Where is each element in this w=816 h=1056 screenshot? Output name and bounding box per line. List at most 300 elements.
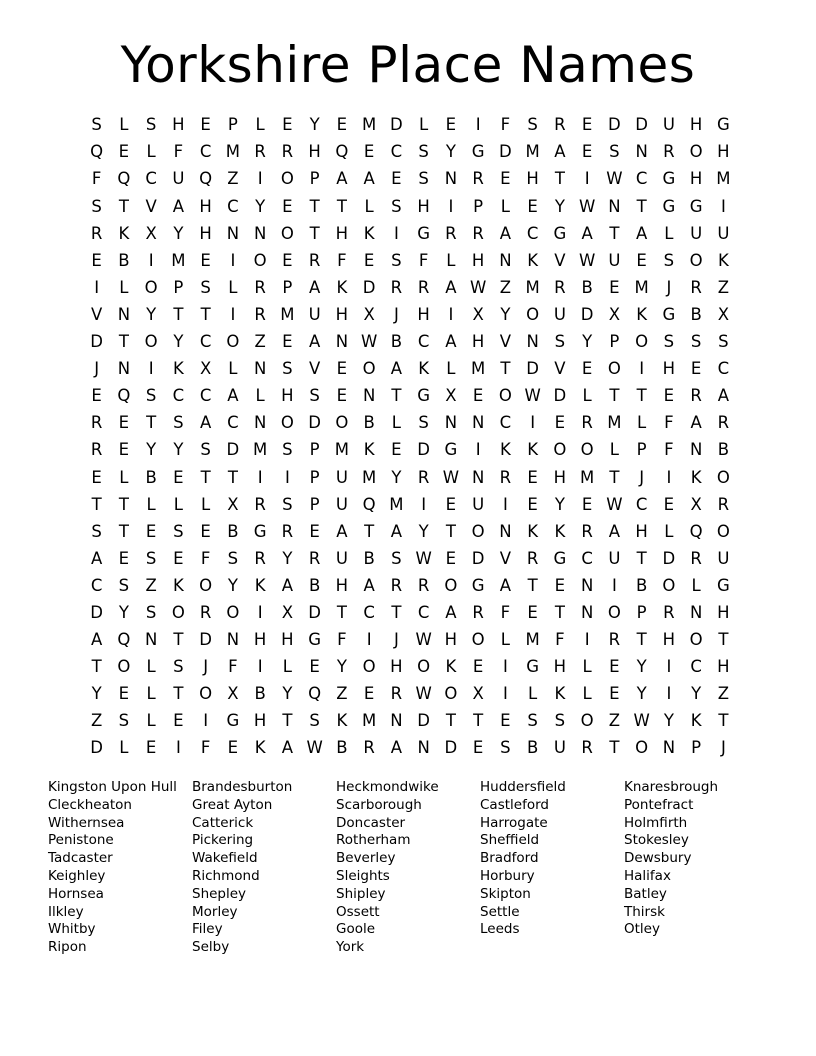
grid-letter: L — [582, 386, 592, 406]
grid-letter: Z — [254, 332, 266, 352]
grid-letter: O — [171, 602, 185, 622]
grid-letter: Y — [636, 657, 647, 677]
grid-letter: C — [227, 413, 239, 433]
grid-letter: O — [199, 575, 213, 595]
grid-letter: Z — [717, 277, 730, 297]
grid-letter: D — [362, 277, 376, 297]
grid-letter: M — [525, 277, 540, 297]
grid-letter: U — [662, 115, 675, 135]
word-list-item: Holmfirth — [624, 814, 688, 831]
grid-letter: R — [90, 413, 103, 433]
word-list-item: Withernsea — [48, 814, 125, 831]
grid-letter: O — [635, 738, 649, 758]
grid-letter: R — [608, 630, 621, 650]
grid-letter: F — [91, 169, 102, 189]
grid-letter: E — [636, 250, 647, 270]
grid-letter: N — [117, 359, 131, 379]
grid-letter: O — [498, 386, 512, 406]
grid-letter: E — [91, 386, 102, 406]
grid-letter: Y — [255, 196, 266, 216]
grid-letter: H — [526, 169, 539, 189]
grid-letter: S — [609, 142, 620, 162]
grid-letter: X — [199, 359, 212, 379]
grid-letter: S — [309, 711, 320, 731]
grid-letter: T — [364, 521, 375, 541]
grid-letter: H — [199, 196, 212, 216]
grid-letter: D — [526, 359, 539, 379]
grid-letter: E — [118, 548, 130, 568]
grid-letter: N — [253, 413, 267, 433]
word-list-item: Heckmondwike — [336, 779, 439, 795]
grid-letter: E — [309, 657, 320, 677]
grid-letter: T — [445, 521, 456, 541]
grid-letter: S — [200, 277, 211, 297]
grid-letter: M — [362, 115, 377, 135]
grid-letter: L — [146, 142, 156, 162]
word-list-item: Ripon — [48, 939, 87, 956]
grid-letter: H — [689, 169, 703, 189]
grid-letter: T — [336, 196, 347, 216]
grid-letter: D — [308, 602, 321, 622]
grid-letter: A — [172, 196, 185, 216]
grid-letter: M — [253, 440, 268, 460]
grid-letter: R — [417, 575, 430, 595]
grid-letter: E — [145, 738, 157, 758]
grid-letter: F — [500, 602, 511, 622]
grid-letter: S — [554, 711, 566, 731]
grid-letter: E — [173, 548, 184, 568]
grid-letter: O — [362, 359, 376, 379]
grid-letter: K — [717, 250, 729, 270]
grid-letter: F — [228, 657, 238, 677]
grid-letter: E — [118, 413, 130, 433]
grid-letter: R — [363, 738, 375, 758]
grid-letter: T — [500, 359, 511, 379]
grid-letter: N — [362, 386, 376, 406]
grid-letter: X — [227, 684, 239, 704]
word-list-item: Thirsk — [624, 903, 665, 920]
grid-letter: R — [472, 223, 484, 243]
grid-letter: S — [145, 548, 157, 568]
grid-letter: K — [172, 359, 184, 379]
grid-letter: S — [282, 359, 293, 379]
grid-letter: S — [663, 332, 675, 352]
grid-letter: H — [281, 386, 294, 406]
grid-letter: T — [91, 494, 102, 514]
word-list-item: Scarborough — [336, 796, 422, 813]
word-list-column — [48, 779, 192, 957]
grid-letter: Z — [90, 711, 103, 731]
grid-letter: F — [200, 738, 211, 758]
grid-letter: H — [172, 115, 185, 135]
grid-letter: F — [337, 630, 347, 650]
grid-letter: X — [445, 386, 457, 406]
grid-letter: F — [555, 630, 565, 650]
grid-letter: G — [226, 711, 240, 731]
grid-letter: B — [336, 738, 348, 758]
grid-letter: R — [390, 277, 403, 297]
grid-letter: E — [363, 142, 375, 162]
grid-letter: Q — [199, 169, 213, 189]
grid-letter: A — [445, 602, 457, 622]
grid-letter: O — [580, 440, 594, 460]
grid-letter: H — [253, 711, 267, 731]
grid-letter: T — [309, 223, 320, 243]
grid-letter: H — [444, 630, 458, 650]
grid-letter: K — [118, 223, 130, 243]
grid-letter: K — [527, 440, 539, 460]
grid-letter: J — [639, 467, 645, 487]
grid-letter: Z — [608, 711, 621, 731]
grid-letter: I — [475, 115, 481, 135]
word-list-item: Dewsbury — [624, 850, 692, 867]
grid-letter: T — [636, 196, 647, 216]
grid-letter: A — [199, 413, 212, 433]
grid-letter: M — [225, 142, 240, 162]
grid-letter: I — [148, 250, 154, 270]
grid-letter: A — [445, 277, 457, 297]
grid-letter: E — [472, 657, 484, 677]
grid-letter: O — [280, 413, 294, 433]
grid-letter: T — [554, 169, 565, 189]
grid-letter: R — [281, 142, 294, 162]
grid-letter: Y — [445, 142, 456, 162]
grid-letter: P — [473, 196, 484, 216]
grid-letter: K — [527, 250, 539, 270]
grid-letter: W — [578, 250, 596, 270]
grid-letter: P — [691, 738, 702, 758]
grid-letter: F — [500, 115, 511, 135]
grid-letter: T — [118, 196, 129, 216]
grid-letter: O — [444, 684, 458, 704]
grid-letter: G — [716, 115, 730, 135]
grid-letter: O — [526, 304, 540, 324]
word-list-item: Cleckheaton — [48, 796, 132, 813]
grid-letter: Y — [282, 548, 293, 568]
grid-letter: Y — [582, 332, 593, 352]
word-list-item: Filey — [192, 921, 223, 938]
grid-letter: T — [118, 521, 129, 541]
grid-letter: L — [282, 657, 292, 677]
grid-letter: Y — [146, 440, 157, 460]
grid-letter: S — [418, 169, 429, 189]
grid-letter: U — [335, 467, 348, 487]
grid-letter: G — [526, 657, 540, 677]
grid-letter: R — [581, 521, 593, 541]
grid-letter: O — [199, 684, 213, 704]
grid-letter: C — [417, 602, 430, 622]
grid-letter: K — [254, 738, 266, 758]
grid-letter: E — [527, 602, 538, 622]
grid-letter: R — [417, 277, 430, 297]
grid-letter: T — [118, 494, 129, 514]
grid-letter: E — [500, 711, 511, 731]
grid-letter: L — [119, 115, 129, 135]
grid-letter: O — [716, 521, 730, 541]
grid-letter: U — [308, 304, 321, 324]
grid-letter: M — [471, 359, 486, 379]
grid-letter: G — [662, 169, 676, 189]
grid-letter: E — [391, 169, 402, 189]
grid-letter: U — [608, 548, 621, 568]
grid-letter: E — [145, 521, 157, 541]
word-list-item: Richmond — [192, 867, 260, 884]
grid-letter: T — [227, 467, 238, 487]
grid-letter: C — [199, 142, 212, 162]
grid-letter: N — [253, 359, 267, 379]
grid-letter: N — [689, 440, 703, 460]
grid-letter: E — [336, 115, 348, 135]
grid-letter: E — [554, 413, 566, 433]
grid-letter: X — [472, 684, 484, 704]
grid-letter: S — [391, 196, 402, 216]
grid-letter: M — [362, 711, 377, 731]
grid-letter: L — [500, 196, 510, 216]
grid-letter: T — [527, 575, 538, 595]
grid-letter: E — [391, 440, 402, 460]
grid-letter: P — [309, 467, 320, 487]
grid-letter: S — [145, 602, 157, 622]
grid-letter: E — [282, 332, 293, 352]
grid-letter: U — [335, 494, 348, 514]
grid-letter: A — [499, 223, 512, 243]
grid-letter: I — [230, 250, 236, 270]
grid-letter: V — [308, 359, 321, 379]
grid-letter: X — [281, 602, 294, 622]
grid-letter: R — [663, 602, 675, 622]
word-list-item: Castleford — [480, 796, 549, 813]
grid-letter: E — [227, 738, 239, 758]
grid-letter: D — [390, 115, 403, 135]
grid-letter: K — [636, 304, 648, 324]
word-list-column — [192, 779, 336, 957]
grid-letter: T — [445, 711, 456, 731]
grid-letter: E — [336, 359, 348, 379]
grid-letter: P — [227, 115, 238, 135]
grid-letter: V — [554, 250, 566, 270]
grid-letter: O — [417, 657, 431, 677]
grid-letter: L — [255, 386, 265, 406]
grid-letter: I — [584, 169, 590, 189]
grid-letter: E — [527, 494, 538, 514]
grid-letter: L — [146, 711, 156, 731]
grid-letter: H — [662, 359, 676, 379]
grid-letter: I — [666, 684, 672, 704]
grid-letter: R — [690, 548, 702, 568]
grid-letter: F — [173, 142, 184, 162]
grid-letter: H — [308, 142, 321, 162]
grid-letter: S — [91, 521, 102, 541]
grid-letter: U — [553, 738, 566, 758]
grid-letter: W — [442, 467, 460, 487]
grid-letter: I — [257, 657, 263, 677]
grid-letter: E — [609, 684, 620, 704]
grid-letter: A — [499, 575, 512, 595]
grid-letter: D — [90, 738, 103, 758]
grid-letter: K — [554, 521, 566, 541]
grid-letter: M — [634, 277, 649, 297]
grid-letter: S — [91, 196, 102, 216]
grid-letter: N — [117, 304, 131, 324]
grid-letter: I — [257, 602, 263, 622]
grid-letter: W — [524, 386, 541, 406]
grid-letter: T — [173, 304, 184, 324]
grid-letter: B — [254, 684, 266, 704]
grid-letter: K — [418, 359, 430, 379]
grid-letter: E — [282, 115, 293, 135]
grid-letter: Y — [173, 332, 184, 352]
grid-letter: K — [554, 684, 566, 704]
grid-letter: Z — [336, 684, 348, 704]
grid-letter: S — [200, 440, 211, 460]
grid-letter: R — [554, 277, 566, 297]
grid-letter: Q — [117, 169, 131, 189]
grid-letter: D — [417, 440, 430, 460]
grid-letter: M — [607, 413, 622, 433]
grid-letter: S — [282, 494, 293, 514]
word-list-item: Rotherham — [336, 832, 411, 849]
grid-letter: O — [689, 630, 703, 650]
grid-letter: C — [172, 386, 185, 406]
grid-letter: V — [499, 548, 512, 568]
grid-letter: E — [336, 386, 348, 406]
grid-letter: L — [119, 467, 129, 487]
grid-letter: F — [664, 413, 674, 433]
grid-letter: H — [717, 142, 730, 162]
grid-letter: Y — [282, 684, 293, 704]
grid-letter: O — [607, 359, 621, 379]
grid-letter: L — [528, 684, 538, 704]
grid-letter: I — [448, 304, 454, 324]
grid-letter: A — [363, 169, 375, 189]
grid-letter: D — [199, 630, 212, 650]
grid-letter: A — [281, 738, 294, 758]
grid-letter: L — [228, 277, 238, 297]
grid-letter: M — [525, 142, 540, 162]
grid-letter: S — [173, 521, 184, 541]
word-list-item: Doncaster — [336, 814, 406, 831]
grid-letter: E — [445, 115, 457, 135]
grid-letter: J — [203, 657, 209, 677]
grid-letter: D — [580, 304, 594, 324]
grid-letter: I — [421, 494, 427, 514]
grid-letter: H — [553, 467, 567, 487]
grid-letter: A — [608, 521, 621, 541]
page-title: Yorkshire Place Names — [120, 36, 696, 94]
grid-letter: S — [309, 386, 320, 406]
grid-letter: I — [475, 440, 481, 460]
word-list-item: Stokesley — [624, 832, 689, 849]
grid-letter: R — [581, 738, 593, 758]
grid-letter: C — [145, 169, 157, 189]
grid-letter: B — [145, 467, 157, 487]
word-list-item: Ossett — [336, 903, 380, 920]
grid-letter: S — [391, 548, 402, 568]
grid-letter: T — [636, 548, 647, 568]
grid-letter: E — [554, 575, 566, 595]
grid-letter: V — [554, 359, 566, 379]
grid-letter: A — [227, 386, 239, 406]
grid-letter: S — [173, 657, 184, 677]
grid-letter: R — [90, 223, 103, 243]
grid-letter: A — [554, 142, 566, 162]
word-list-item: Leeds — [480, 921, 520, 938]
grid-letter: P — [636, 440, 647, 460]
grid-letter: L — [609, 440, 619, 460]
grid-letter: Z — [499, 277, 512, 297]
grid-letter: P — [282, 277, 293, 297]
grid-letter: I — [284, 467, 290, 487]
grid-letter: E — [200, 521, 211, 541]
grid-letter: M — [389, 494, 404, 514]
grid-letter: D — [417, 711, 430, 731]
grid-letter: Y — [91, 684, 102, 704]
grid-letter: Y — [227, 575, 238, 595]
grid-letter: M — [334, 440, 349, 460]
grid-letter: U — [335, 548, 348, 568]
grid-letter: A — [390, 521, 403, 541]
grid-letter: K — [499, 440, 511, 460]
grid-letter: G — [308, 630, 322, 650]
grid-letter: H — [553, 657, 567, 677]
grid-letter: I — [230, 304, 236, 324]
grid-letter: Q — [335, 142, 349, 162]
grid-letter: F — [337, 250, 347, 270]
grid-letter: D — [90, 332, 103, 352]
grid-letter: H — [717, 657, 730, 677]
grid-letter: O — [280, 223, 294, 243]
grid-letter: S — [500, 738, 511, 758]
word-list-item: Bradford — [480, 850, 539, 867]
grid-letter: G — [662, 196, 676, 216]
grid-letter: P — [636, 602, 647, 622]
grid-letter: O — [253, 250, 267, 270]
word-list-column — [624, 779, 768, 957]
grid-letter: I — [393, 223, 399, 243]
grid-letter: E — [91, 467, 102, 487]
grid-letter: C — [199, 386, 212, 406]
grid-letter: H — [335, 304, 349, 324]
grid-letter: H — [635, 521, 648, 541]
word-list-item: Settle — [480, 903, 520, 920]
grid-letter: H — [717, 602, 730, 622]
grid-letter: D — [308, 413, 321, 433]
grid-letter: W — [415, 548, 432, 568]
word-list-item: Selby — [192, 939, 230, 956]
grid-letter: R — [390, 575, 403, 595]
grid-letter: A — [690, 413, 702, 433]
grid-letter: A — [445, 332, 457, 352]
grid-letter: B — [227, 521, 239, 541]
grid-letter: Y — [336, 657, 347, 677]
grid-letter: E — [200, 250, 211, 270]
grid-letter: E — [445, 548, 457, 568]
word-list-item: Pontefract — [624, 796, 694, 813]
grid-letter: A — [90, 548, 103, 568]
grid-letter: R — [554, 115, 566, 135]
grid-letter: N — [635, 142, 648, 162]
grid-letter: L — [228, 359, 238, 379]
grid-letter: I — [257, 467, 263, 487]
grid-letter: E — [690, 359, 702, 379]
grid-letter: O — [662, 575, 676, 595]
grid-letter: W — [469, 277, 487, 297]
grid-letter: S — [663, 250, 675, 270]
grid-letter: R — [499, 467, 512, 487]
grid-letter: S — [282, 440, 293, 460]
grid-letter: D — [635, 115, 648, 135]
grid-letter: O — [144, 332, 158, 352]
